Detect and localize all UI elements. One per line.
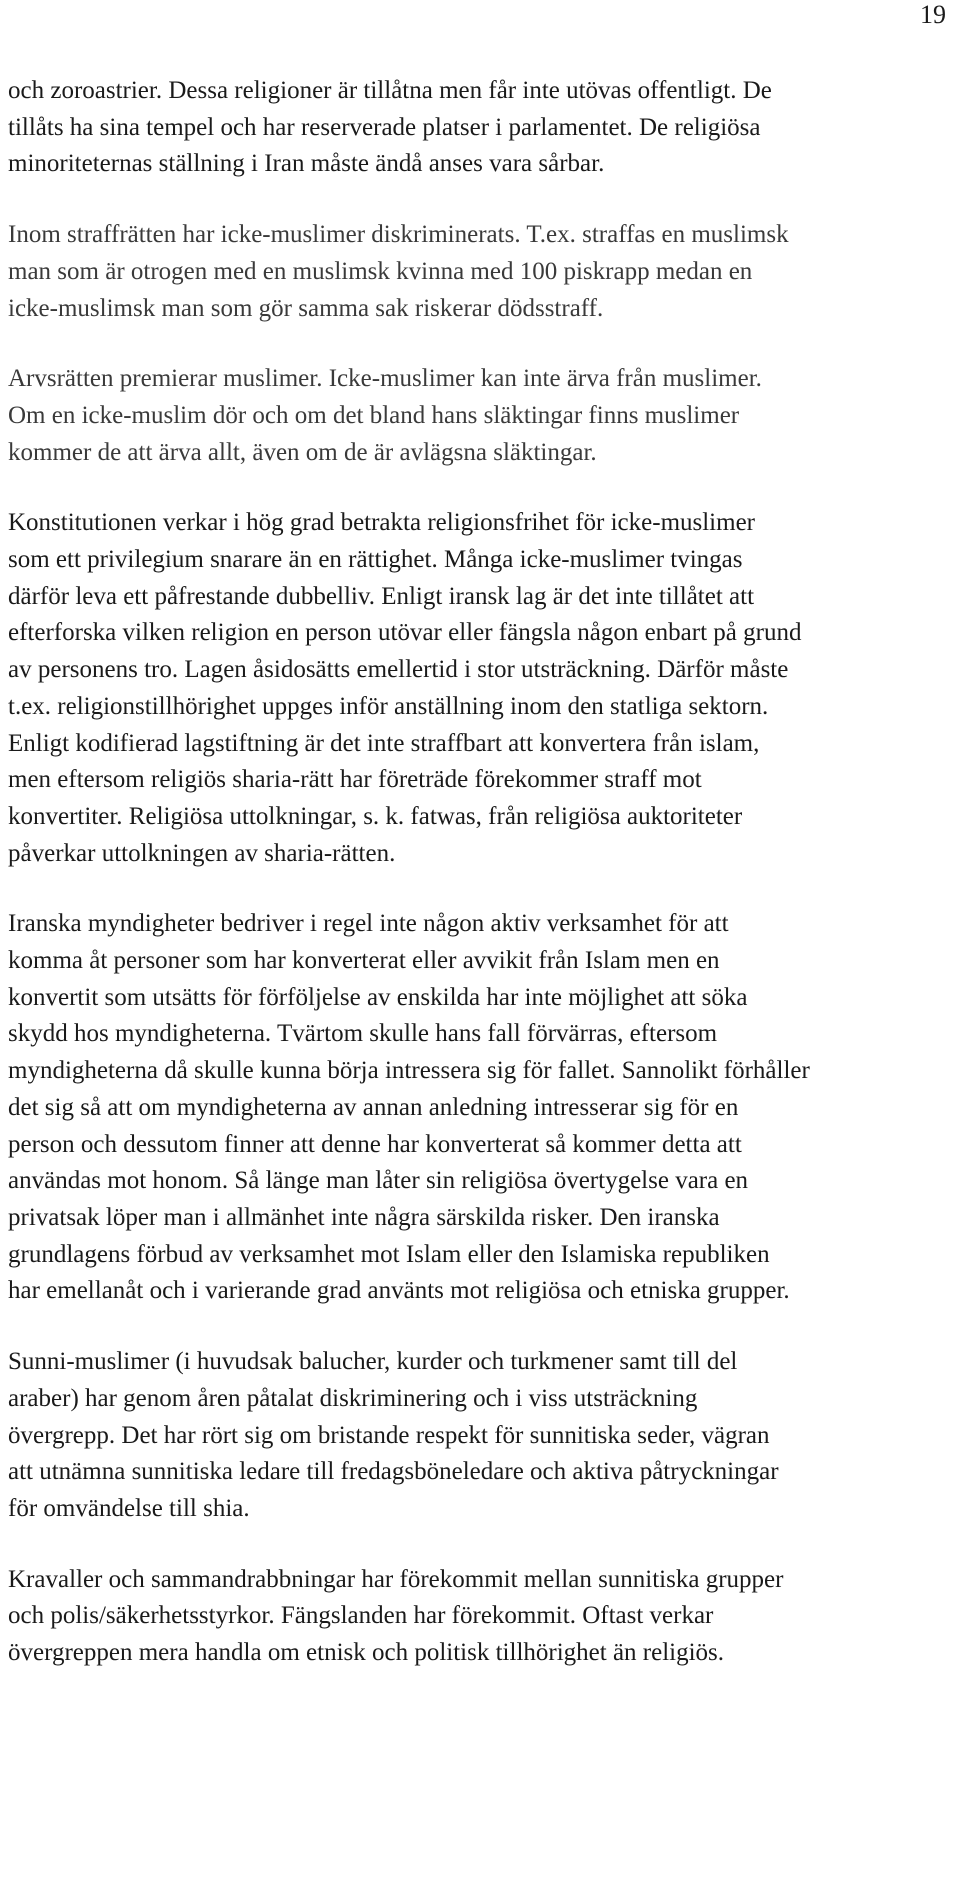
paragraph-constitution: Konstitutionen verkar i hög grad betrakta religionsfrihet för icke-muslimer som ett privilegium snarare än en rättighet. Många icke-muslimer tvingas därför leva ett påfrestande dubbelliv. Enligt iransk lag är det inte tillåtet att efterforska vilken religion en person utövar eller fängsla någon enbart på grund av personens tro. Lagen åsidosätts emellertid i stor utsträckning. Därför måste t.ex. religionstillhörighet uppges inför anställning inom den statliga sektorn. Enligt kodifierad lagstiftning är det inte straffbart att konvertera från islam, men eftersom religiös sharia-rätt har företräde förekommer straff mot konvertiter. Religiösa uttolkningar, s. k. fatwas, från religiösa auktoriteter påverkar uttolkningen av sharia-rätten. — [8, 509, 802, 867]
paragraph-religious-minorities: och zoroastrier. Dessa religioner är tillåtna men får inte utövas offentligt. De tillåts ha sina tempel och har reserverade platser i parlamentet. De religiösa minoriteternas ställning i Iran måste ändå anses vara sårbar. — [8, 77, 772, 178]
page-number: 19 — [920, 0, 946, 29]
paragraph-inheritance-law: Arvsrätten premierar muslimer. Icke-muslimer kan inte ärva från muslimer. Om en icke-muslim dör och om det bland hans släktingar finns muslimer kommer de att ärva allt, även om de är avlägsna släktingar. — [8, 365, 762, 466]
paragraph-sunni-muslims: Sunni-muslimer (i huvudsak balucher, kurder och turkmener samt till del araber) har genom åren påtalat diskriminering och i viss utsträckning övergrepp. Det har rört sig om bristande respekt för sunnitiska seder, vägran att utnämna sunnitiska ledare till fredagsböneledare och aktiva påtryckningar för omvändelse till shia. — [8, 1348, 779, 1522]
paragraph-riots: Kravaller och sammandrabbningar har förekommit mellan sunnitiska grupper och polis/säkerhetsstyrkor. Fängslanden har förekommit. Oftast verkar övergreppen mera handla om etnisk och politisk tillhörighet än religiös. — [8, 1565, 784, 1667]
paragraph-iranian-authorities: Iranska myndigheter bedriver i regel inte någon aktiv verksamhet för att komma åt personer som har konverterat eller avvikit från Islam men en konvertit som utsätts för förföljelse av enskilda har inte möjlighet att söka skydd hos myndigheterna. Tvärtom skulle hans fall förvärras, eftersom myndigheterna då skulle kunna börja intressera sig för fallet. Sannolikt förhåller det sig så att om myndigheterna av annan anledning intresserar sig för en person och dessutom finner att denne har konverterat så kommer detta att användas mot honom. Så länge man låter sin religiösa övertygelse vara en privatsak löper man i allmänhet inte några särskilda risker. Den iranska grundlagens förbud av verksamhet mot Islam eller den Islamiska republiken har emellanåt och i varierande grad använts mot religiösa och etniska grupper. — [8, 910, 810, 1305]
document-body — [8, 73, 952, 1672]
paragraph-criminal-law: Inom straffrätten har icke-muslimer diskriminerats. T.ex. straffas en muslimsk man som är otrogen med en muslimsk kvinna med 100 piskrapp medan en icke-muslimsk man som gör samma sak riskerar dödsstraff. — [8, 221, 789, 322]
